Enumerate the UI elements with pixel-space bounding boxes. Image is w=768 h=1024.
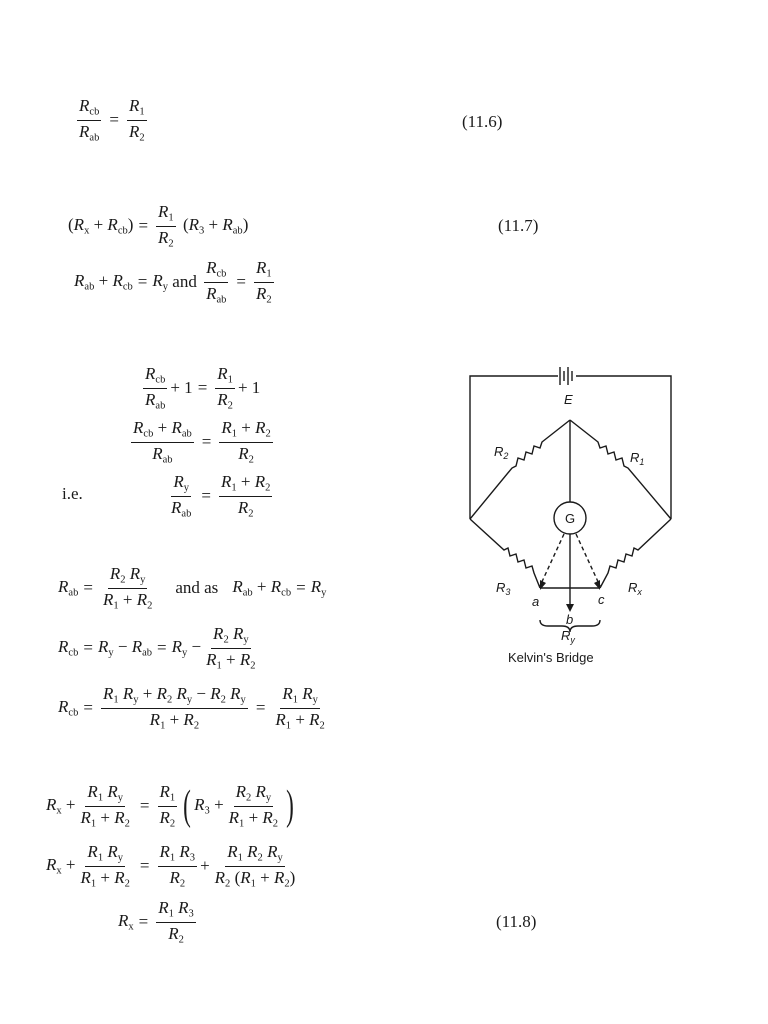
- label-e: E: [564, 392, 573, 407]
- and-word: and: [172, 272, 197, 292]
- label-r2: $R_2$: [494, 444, 509, 461]
- equation-add-one: $\frac{R_{cb}}{R_{ab}}$ + 1 = $\frac{R_1}{R_2}$ + 1: [145, 364, 261, 412]
- label-a: a: [532, 594, 540, 609]
- battery-wire-right: [576, 376, 671, 519]
- equation-rcb: $R_{cb}$ = $R_y - R_{ab}$ = $R_y$ − $\frac{R_2 R_y}{R_1 + R_2}$: [58, 624, 256, 672]
- equation-11-7: $(R_x + R_{cb})$ = $\frac{R_1}{R_2}$ $(R_3 + R_{ab})$: [68, 202, 249, 250]
- equation-number-11-8: (11.8): [496, 912, 537, 931]
- equation-11-6: $\frac{R_{cb}}{R_{ab}}$ = $\frac{R_1}{R_2}$: [79, 96, 145, 144]
- equation-number-11-7: (11.7): [498, 216, 539, 235]
- equation-ry-over-rab: $\frac{R_y}{R_{ab}}$ = $\frac{R_1 + R_2}{R_2}$: [171, 472, 271, 520]
- battery-icon: [560, 367, 572, 385]
- kelvin-bridge-diagram: [460, 358, 680, 670]
- resistor-r2: [470, 420, 570, 519]
- label-r3: $R_3$: [496, 580, 511, 597]
- label-b: b: [566, 612, 574, 627]
- ie-label: i.e.: [62, 484, 83, 503]
- battery-wire-left: [470, 376, 558, 519]
- equation-number-11-6: (11.6): [462, 112, 503, 131]
- label-c: c: [598, 592, 605, 607]
- equation-11-8: $R_x$ = $\frac{R_1 R_3}{R_2}$: [118, 898, 194, 946]
- resistor-r1: [570, 420, 671, 519]
- resistor-r3: [470, 519, 540, 588]
- equation-rab: $R_{ab}$ = $\frac{R_2 R_y}{R_1 + R_2}$ and as $R_{ab} + R_{cb}$ = $R_y$: [58, 564, 327, 612]
- equation-ry-relation: $R_{ab} + R_{cb}$ = $R_y$ and $\frac{R_{cb}}{R_{ab}}$ = $\frac{R_1}{R_2}$: [74, 258, 272, 306]
- dashed-lead-a: [540, 534, 564, 586]
- and-as-word: and as: [175, 578, 219, 598]
- label-r1: $R_1$: [630, 450, 645, 467]
- diagram-caption: Kelvin's Bridge: [508, 650, 594, 665]
- equation-rx-distributed: $R_x$ + $\frac{R_1 R_y}{R_1 + R_2}$ = $\frac{R_1 R_3}{R_2}$ + $\frac{R_1 R_2 R_y}{R_2 (R_1 + R_2)}$: [46, 842, 296, 890]
- equation-rx-expanded: $R_x$ + $\frac{R_1 R_y}{R_1 + R_2}$ = $\frac{R_1}{R_2}$ ( $R_3$ + $\frac{R_2 R_y}{R_1 + R_2}$ ): [46, 782, 294, 830]
- label-rx: $R_x$: [628, 580, 642, 597]
- equation-rcb-simplified: $R_{cb}$ = $\frac{R_1 R_y + R_2 R_y - R_2 R_y}{R_1 + R_2}$ = $\frac{R_1 R_y}{R_1 + R_2}$: [58, 684, 325, 732]
- equation-combined: $\frac{R_{cb} + R_{ab}}{R_{ab}}$ = $\frac{R_1 + R_2}{R_2}$: [133, 418, 271, 466]
- arrow-b: [566, 604, 574, 612]
- label-g: G: [565, 511, 576, 526]
- label-ry: $R_y$: [561, 628, 575, 645]
- dashed-lead-c: [576, 534, 600, 586]
- resistor-rx: [600, 519, 671, 588]
